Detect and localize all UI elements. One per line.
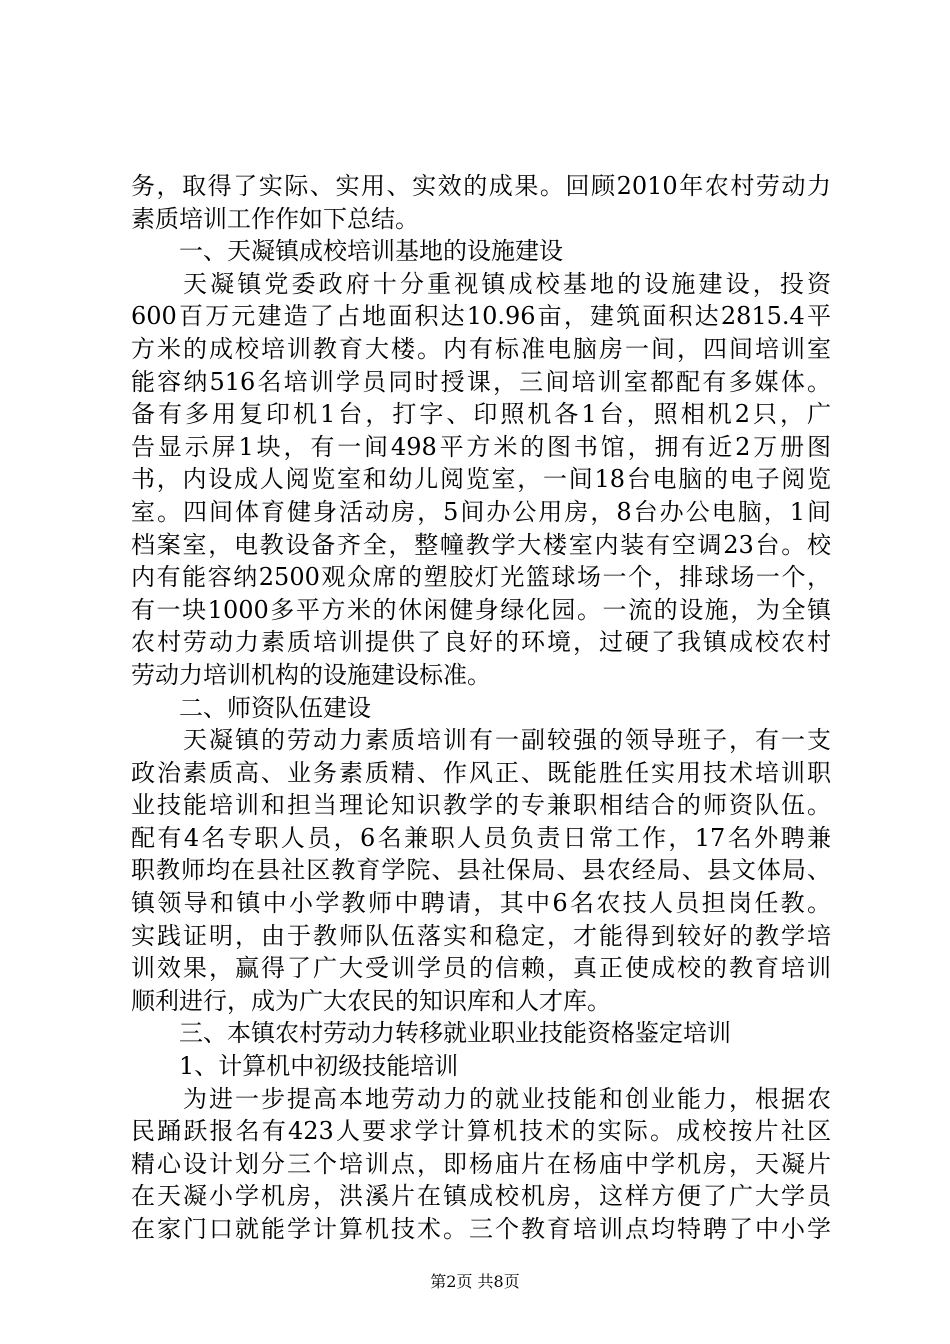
text-line: 顺利进行，成为广大农民的知识库和人才库。: [131, 986, 611, 1015]
text-line: 能容纳516名培训学员同时授课，三间培训室都配有多媒体。: [131, 367, 831, 396]
text-line: 天凝镇党委政府十分重视镇成校基地的设施建设，投资: [183, 269, 831, 298]
document-body: [131, 170, 831, 1246]
text-line: 书，内设成人阅览室和幼儿阅览室，一间18台电脑的电子阅览: [131, 465, 831, 494]
text-line: 二、师资队伍建设: [179, 693, 371, 722]
text-line: 600百万元建造了占地面积达10.96亩，建筑面积达2815.4平: [131, 302, 831, 331]
text-line: 告显示屏1块，有一间498平方米的图书馆，拥有近2万册图: [131, 432, 831, 461]
text-line: 政治素质高、业务素质精、作风正、既能胜任实用技术培训职: [131, 758, 831, 787]
text-line: 民踊跃报名有423人要求学计算机技术的实际。成校按片社区: [131, 1117, 831, 1146]
text-line: 镇领导和镇中小学教师中聘请，其中6名农技人员担岗任教。: [131, 889, 831, 918]
text-line: 配有4名专职人员，6名兼职人员负责日常工作，17名外聘兼: [131, 823, 831, 852]
text-line: 业技能培训和担当理论知识教学的专兼职相结合的师资队伍。: [131, 791, 831, 820]
text-line: 档案室，电教设备齐全，整幢教学大楼室内装有空调23台。校: [131, 530, 831, 559]
text-line: 备有多用复印机1台，打字、印照机各1台，照相机2只，广: [131, 400, 831, 429]
text-line: 劳动力培训机构的设施建设标准。: [131, 660, 491, 689]
text-line: 职教师均在县社区教育学院、县社保局、县农经局、县文体局、: [131, 856, 831, 885]
text-line: 有一块1000多平方米的休闲健身绿化园。一流的设施，为全镇: [131, 595, 831, 624]
text-line: 务，取得了实际、实用、实效的成果。回顾2010年农村劳动力: [131, 172, 831, 200]
text-line: 方米的成校培训教育大楼。内有标准电脑房一间，四间培训室: [131, 334, 831, 363]
text-line: 农村劳动力素质培训提供了良好的环境，过硬了我镇成校农村: [131, 628, 831, 657]
text-line: 内有能容纳2500观众席的塑胶灯光篮球场一个，排球场一个，: [131, 563, 831, 592]
text-line: 训效果，赢得了广大受训学员的信赖，真正使成校的教育培训: [131, 954, 831, 983]
text-line: 1、计算机中初级技能培训: [179, 1052, 459, 1081]
text-line: 素质培训工作作如下总结。: [131, 204, 419, 233]
text-line: 三、本镇农村劳动力转移就业职业技能资格鉴定培训: [179, 1019, 731, 1048]
text-line: 在天凝小学机房，洪溪片在镇成校机房，这样方便了广大学员: [131, 1182, 831, 1211]
page-footer: 第2页 共8页: [430, 1272, 520, 1291]
text-line: 室。四间体育健身活动房，5间办公用房，8台办公电脑，1间: [131, 497, 831, 526]
text-line: 在家门口就能学计算机技术。三个教育培训点均特聘了中小学: [131, 1215, 831, 1243]
text-line: 天凝镇的劳动力素质培训有一副较强的领导班子，有一支: [183, 726, 831, 755]
text-line: 一、天凝镇成校培训基地的设施建设: [179, 237, 563, 266]
text-line: 为进一步提高本地劳动力的就业技能和创业能力，根据农: [183, 1084, 831, 1113]
text-line: 实践证明，由于教师队伍落实和稳定，才能得到较好的教学培: [131, 921, 831, 950]
text-line: 精心设计划分三个培训点，即杨庙片在杨庙中学机房，天凝片: [131, 1149, 831, 1178]
